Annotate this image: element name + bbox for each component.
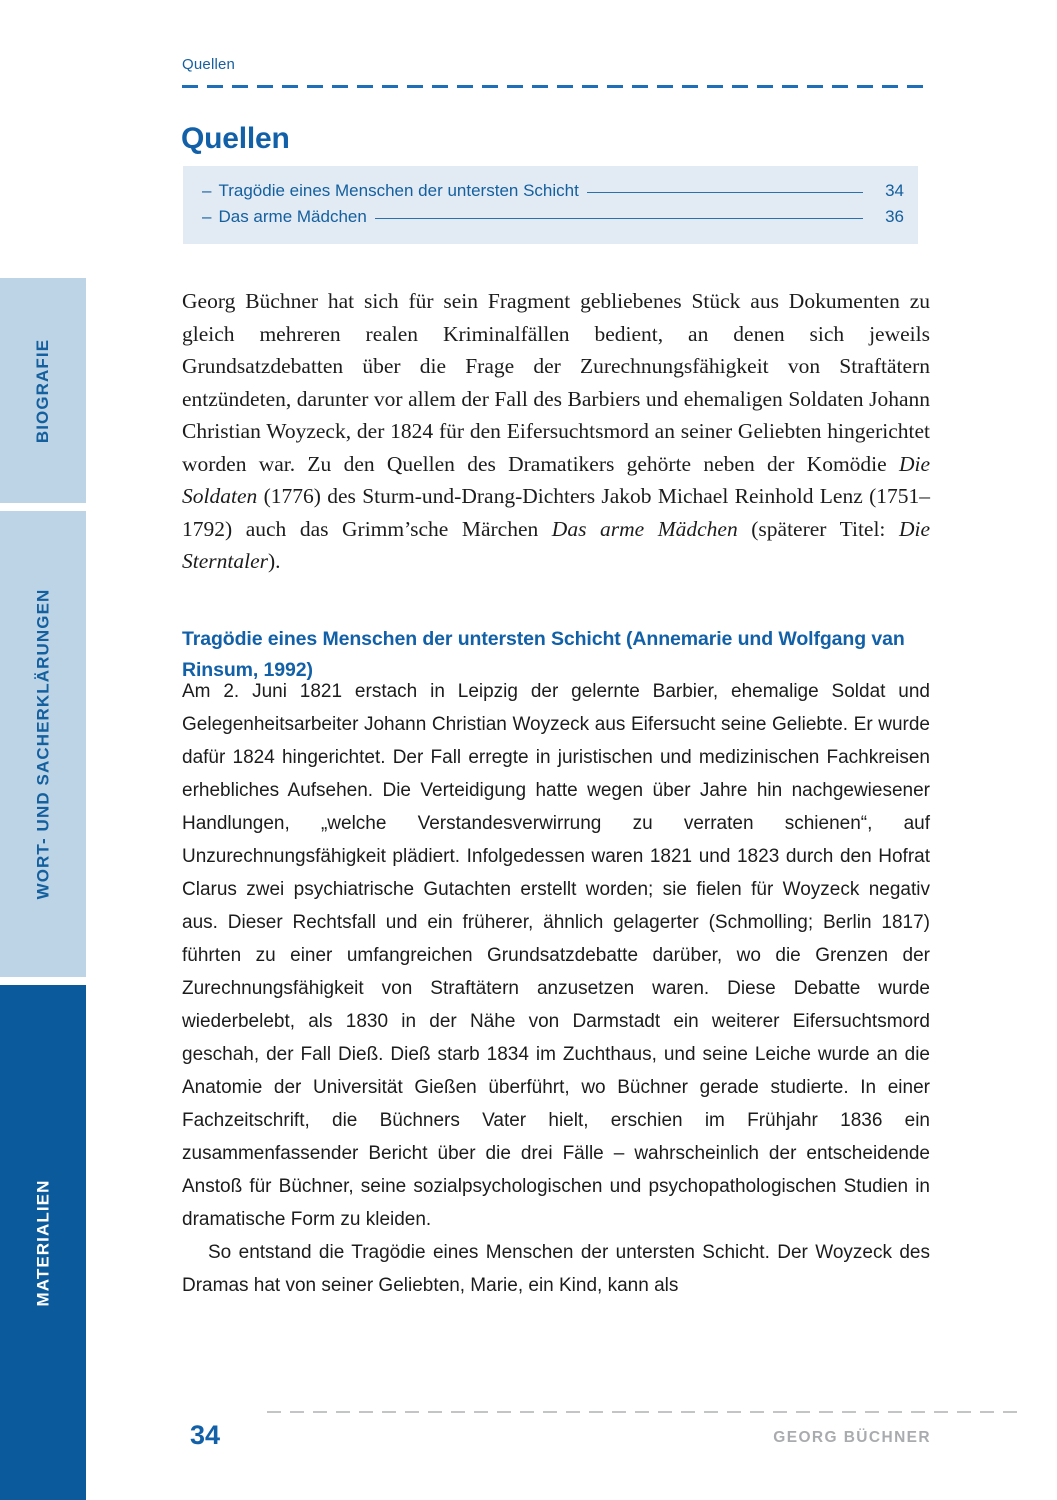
toc-entry-label: Das arme Mädchen [218,207,367,226]
intro-text-part-4: ). [268,549,281,573]
section-body [182,675,930,1302]
section-heading: Tragödie eines Menschen der untersten Schicht (Annemarie und Wolfgang van Rinsum, 1992) [182,628,905,682]
intro-text-part-1: Georg Büchner hat sich für sein Fragment gebliebenes Stück aus Dokumenten zu gleich mehreren realen Kriminalfällen bedient, an denen sich jeweils Grundsatzdebatten über die Frage der Zurechnungsfähigkeit von Straftätern entzündeten, darunter vor allem der Fall des Barbiers und ehemaligen Soldaten Johann Christian Woyzeck, der 1824 für den Eifersuchtsmord an seiner Geliebten hingerichtet worden war. Zu den Quellen des Dramatikers gehörte neben der Komödie [182,289,930,476]
toc-leader-line [587,192,863,193]
header-dashed-rule [182,85,928,88]
sidebar-tab-wort-und-sacherklaerungen-label: WORT- UND SACHERKLÄRUNGEN [33,588,53,900]
sidebar-tab-materialien-label: MATERIALIEN [33,1179,52,1306]
toc-entry-dash: – [202,207,212,226]
intro-paragraph [182,285,930,578]
toc-entry-page: 36 [885,207,904,226]
table-of-contents-box [183,166,918,244]
toc-entry-dash: – [202,181,212,200]
sidebar-tab-wort-und-sacherklaerungen[interactable] [0,511,86,977]
page-content [86,0,1057,1500]
intro-text-part-3: (späterer Titel: [737,516,899,541]
section-paragraph-2: So entstand die Tragödie eines Menschen der untersten Schicht. Der Woyzeck des Dramas hat von seiner Geliebten, Marie, ein Kind, kann als [182,1242,930,1296]
page-title: Quellen [181,122,290,156]
intro-text-part-2: (1776) des Sturm-und-Drang-Dichters Jakob Michael Reinhold Lenz (1751–1792) auch das Grimm’sche Märchen [182,484,930,541]
sidebar-tab-biografie-label: BIOGRAFIE [33,338,53,443]
section-paragraph-1: Am 2. Juni 1821 erstach in Leipzig der gelernte Barbier, ehemalige Soldat und Gelegenheitsarbeiter Johann Christian Woyzeck aus Eifersucht seine Geliebte. Er wurde dafür 1824 hingerichtet. Der Fall erregte in juristischen und medizinischen Fachkreisen erhebliches Aufsehen. Die Verteidigung hatte wegen über Jahre hin nachgewiesener Handlungen, „welche Verstandesverwirrung zu verraten schienen“, auf Unzurechnungsfähigkeit plädiert. Infolgedessen waren 1821 und 1823 durch den Hofrat Clarus zwei psychiatrische Gutachten erstellt worden; sie fielen für Woyzeck negativ aus. Dieser Rechtsfall und ein früherer, ähnlich gelagerter (Schmolling; Berlin 1817) führten zu einer umfangreichen Grundsatzdebatte darüber, wo die Grenzen der Zurechnungsfähigkeit von Straftätern anzusetzen waren. Diese Debatte wurde wiederbelebt, als 1830 in der Nähe von Darmstadt ein weiterer Eifersuchtsmord geschah, der Fall Dieß. Dieß starb 1834 im Zuchthaus, und seine Leiche wurde an die Anatomie der Universität Gießen überführt, wo Büchner gerade studierte. In einer Fachzeitschrift, die Büchners Vater hielt, erschien im Frühjahr 1836 ein zusammenfassender Bericht über die drei Fälle – wahrscheinlich der entscheidende Anstoß für Büchner, seine sozialpsychologischen und psychopathologischen Studien in dramatische Form zu kleiden. [182,681,930,1230]
toc-entry[interactable] [202,207,904,233]
toc-entry-page: 34 [885,181,904,200]
sidebar-tab-materialien[interactable] [0,985,86,1500]
running-head: Quellen [182,56,236,73]
intro-title-die-soldaten: Die Soldaten [182,451,930,508]
page-number: 34 [190,1420,221,1450]
footer-dashed-rule [267,1411,1017,1413]
sidebar-tab-biografie[interactable] [0,278,86,503]
footer-book-title: GEORG BÜCHNER [773,1429,931,1446]
toc-leader-line [375,218,863,219]
toc-entry-label: Tragödie eines Menschen der untersten Schicht [218,181,579,200]
intro-title-die-sterntaler: Die Sterntaler [182,516,930,573]
toc-entry[interactable] [202,181,904,207]
sidebar-tabs [0,0,86,1500]
intro-title-das-arme-maedchen: Das arme Mädchen [551,516,738,541]
